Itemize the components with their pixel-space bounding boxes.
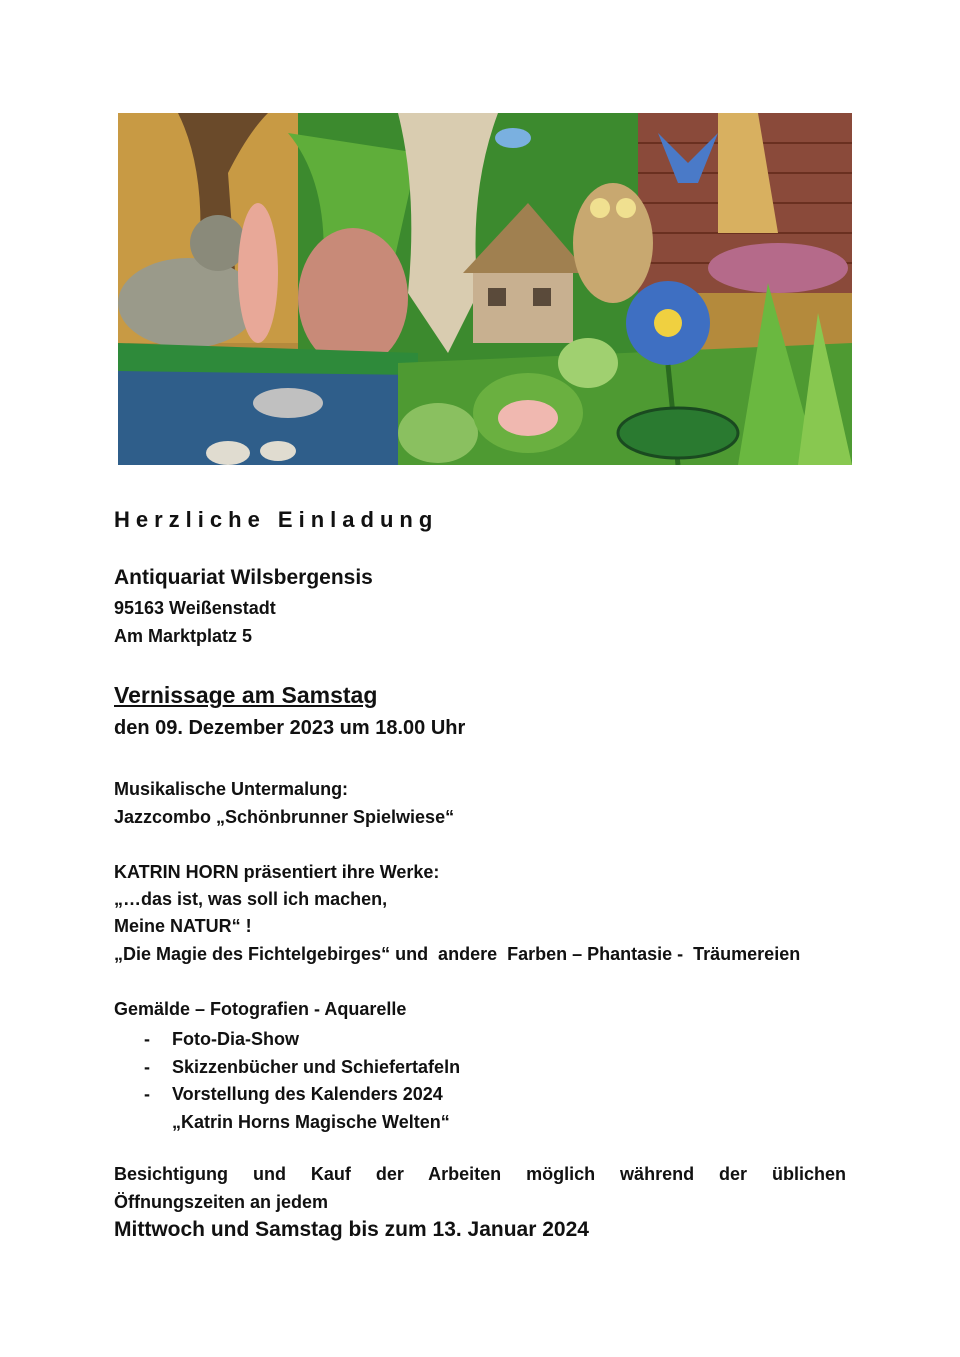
list-bullet: - <box>144 1056 150 1077</box>
music-band: Jazzcombo „Schönbrunner Spielwiese“ <box>114 807 455 827</box>
list-item-label: Foto-Dia-Show <box>172 1029 299 1049</box>
visit-final-line: Mittwoch und Samstag bis zum 13. Januar 2024 <box>114 1218 589 1241</box>
vernissage-date: den 09. Dezember 2023 um 18.00 Uhr <box>114 717 466 739</box>
list-item <box>140 1081 460 1109</box>
venue-street: Am Marktplatz 5 <box>114 626 253 646</box>
artist-line-1: KATRIN HORN präsentiert ihre Werke: <box>114 862 440 882</box>
artist-line-2: „…das ist, was soll ich machen, <box>114 889 388 909</box>
venue-city: 95163 Weißenstadt <box>114 598 276 618</box>
invitation-heading: Herzliche Einladung <box>114 507 439 532</box>
list-item-label: Skizzenbücher und Schiefertafeln <box>172 1056 461 1077</box>
list-bullet: - <box>144 1029 150 1049</box>
list-bullet: - <box>144 1084 150 1104</box>
vernissage-title: Vernissage am Samstag <box>114 682 378 708</box>
list-item <box>140 1026 460 1054</box>
visit-line-1: Besichtigung und Kauf der Arbeiten möglich während der üblichen <box>114 1164 846 1184</box>
works-list <box>140 1026 460 1136</box>
artist-line-3: Meine NATUR“ ! <box>114 916 252 936</box>
venue-name: Antiquariat Wilsbergensis <box>114 566 373 589</box>
list-item-label: Vorstellung des Kalenders 2024 <box>172 1084 443 1104</box>
painting-image <box>118 113 852 465</box>
visit-line-2: Öffnungszeiten an jedem <box>114 1192 329 1212</box>
list-item <box>140 1054 460 1082</box>
artist-line-4: „Die Magie des Fichtelgebirges“ und andere Farben – Phantasie - Träumereien <box>114 944 801 964</box>
works-kinds: Gemälde – Fotografien - Aquarelle <box>114 999 407 1019</box>
music-label: Musikalische Untermalung: <box>114 779 349 799</box>
calendar-title: „Katrin Horns Magische Welten“ <box>172 1111 450 1132</box>
